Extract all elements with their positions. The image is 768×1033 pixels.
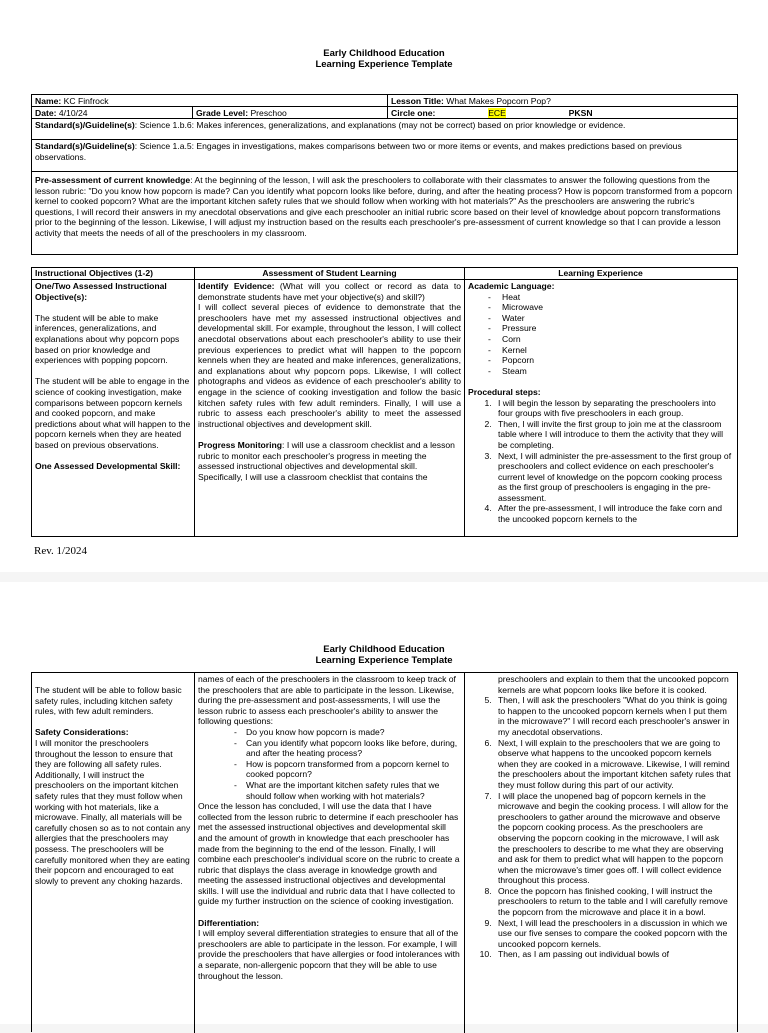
safety-text: I will monitor the preschoolers throughout the lesson to ensure that they are following all safety rules. Additionally, I will instruct the preschoolers on the important kitchen safety rules that they must follow when working with hot materials, like a microwave. Finally, all materials will be carefully chosen so as to not contain any allergies that the preschoolers may possess. The preschoolers will be carefully monitored when they are eating their popcorn and encouraged to eat slowly to prevent any choking hazards. xyxy=(35,737,191,886)
procedural-step: 1. I will begin the lesson by separating the preschoolers into four groups with five preschoolers in each group. xyxy=(494,398,733,419)
developmental-skill-text: The student will be able to follow basic safety rules, including kitchen safety rules, with few adult reminders. xyxy=(35,685,182,717)
progress-label: Progress Monitoring xyxy=(198,439,283,450)
assessment-column-continued xyxy=(194,673,464,1033)
name-cell xyxy=(32,95,387,106)
lesson-title-cell xyxy=(387,95,737,106)
lesson-title-label: Lesson Title: xyxy=(391,96,444,106)
vocab-item: - Pressure xyxy=(488,323,733,334)
vocab-item: - Microwave xyxy=(488,302,733,313)
header-line-2: Learning Experience Template xyxy=(315,59,453,70)
vocab-item: - Heat xyxy=(488,292,733,303)
objective-2: The student will be able to engage in the science of cooking investigation, make comparisons between popcorn kernels and cooked popcorn, and make predictions about what will happen to the popcorn kernels when they are heated based on previous observations. xyxy=(35,376,191,450)
procedural-step: 4. After the pre-assessment, I will introduce the fake corn and the uncooked popcorn kernels to the xyxy=(494,503,733,524)
name-label: Name: xyxy=(35,96,62,106)
header-objectives: Instructional Objectives (1-2) xyxy=(35,268,153,278)
vocab-item: - Kernel xyxy=(488,345,733,356)
lesson-info-table xyxy=(31,94,738,255)
grade-value: Preschoo xyxy=(250,108,287,118)
procedural-step: 8. Once the popcorn has finished cooking, I will instruct the preschoolers to return to the table and I will carefully remove the popcorn from the microwave and place it in a bowl. xyxy=(494,886,733,918)
rubric-questions xyxy=(198,727,461,801)
document-page-2 xyxy=(0,582,768,1024)
standard-1-label: Standard(s)/Guideline(s) xyxy=(35,120,135,130)
progress-text-continued: names of each of the preschoolers in the classroom to keep track of the preschoolers that are able to participate in the lesson. Likewise, during the pre-assessment and post-assessments, I will use the lesson rubric to assess each preschooler's ability to answer the following questions: xyxy=(198,674,456,727)
lesson-plan-table-continued xyxy=(31,672,738,1032)
vocab-item: - Popcorn xyxy=(488,355,733,366)
circle-option-ece: ECE xyxy=(488,108,506,118)
vocab-item: - Water xyxy=(488,313,733,324)
procedural-step: 5. Then, I will ask the preschoolers "What do you think is going to happen to the uncooked popcorn kernels when I put them in the microwave?" I will record each preschooler's answer in my anecdotal observations. xyxy=(494,695,733,737)
page-2-header xyxy=(0,644,768,666)
objective-1: The student will be able to make inferences, generalizations, and explanations about why popcorn pops based on prior knowledge and experiences with popping popcorn. xyxy=(35,312,180,366)
lesson-plan-table xyxy=(31,267,738,537)
circle-cell xyxy=(387,107,737,118)
rubric-question: - Can you identify what popcorn looks like before, during, and after the heating process? xyxy=(234,738,461,759)
lesson-title-value: What Makes Popcorn Pop? xyxy=(446,96,551,106)
header-assessment: Assessment of Student Learning xyxy=(194,268,464,279)
learning-experience-column xyxy=(464,280,736,536)
standard-1 xyxy=(32,119,737,139)
learning-experience-column-continued xyxy=(464,673,736,1033)
standard-2-label: Standard(s)/Guideline(s) xyxy=(35,141,135,151)
progress-text: : I will use a classroom checklist and a lesson rubric to monitor each preschooler's progress in meeting the assessed instructional objectives and developmental skill. Specifically, I will use a classroom checklist that contains the xyxy=(198,439,455,482)
vocab-item: - Steam xyxy=(488,366,733,377)
date-label: Date: xyxy=(35,108,57,118)
differentiation-heading: Differentiation: xyxy=(198,917,260,928)
revision-note: Rev. 1/2024 xyxy=(34,545,88,557)
standard-1-text: : Science 1.b.6: Makes inferences, generalizations, and explanations (may not be correct) based on prior knowledge or evidence. xyxy=(134,120,626,130)
procedural-step: 3. Next, I will administer the pre-assessment to the first group of preschoolers and collect evidence on each preschooler's current level of knowledge on the popcorn cooking process as the first group of preschoolers is engaging in the pre-assessment. xyxy=(494,451,733,504)
vocab-item: - Corn xyxy=(488,334,733,345)
assessment-column xyxy=(194,280,464,536)
procedural-steps-list-continued xyxy=(468,695,733,960)
developmental-skill-heading: One Assessed Developmental Skill: xyxy=(35,461,181,472)
vocabulary-list xyxy=(468,292,733,377)
rubric-summary-text: Once the lesson has concluded, I will use the data that I have collected from the lesson rubric to determine if each preschooler has met the assessed instructional objectives and developmental skill and the amount of growth in knowledge that each preschooler has made from the beginning to the end of the lesson. Finally, I will combine each preschooler's individual score on the rubric to create a rubric that displays the class average in knowledge growth and meeting the assessed instructional objectives and developmental skills. I will use the individual and rubric data that I have collected to guide my further instruction on the science of cooking investigation. xyxy=(198,801,460,907)
evidence-label: Identify Evidence: xyxy=(198,281,275,291)
evidence-prompt: (What will you collect or record as data to demonstrate students have met your objective(s) and skill?) xyxy=(198,281,462,302)
procedural-step: 9. Next, I will lead the preschoolers in a discussion in which we use our five senses to compare the cooked popcorn with the uncooked popcorn kernels. xyxy=(494,918,733,950)
rubric-question: - How is popcorn transformed from a popcorn kernel to cooked popcorn? xyxy=(234,759,461,780)
rubric-question: - Do you know how popcorn is made? xyxy=(234,727,461,738)
grade-label: Grade Level: xyxy=(196,108,249,118)
pre-assessment xyxy=(32,172,737,240)
header-line-2: Learning Experience Template xyxy=(315,655,453,666)
objectives-heading: One/Two Assessed Instructional Objective(s): xyxy=(35,281,167,302)
pre-assessment-text: : At the beginning of the lesson, I will ask the preschoolers to collaborate with their classmates to answer the following questions from the lesson rubric: "Do you know how popcorn is made? Can you identify what popcorn looks like before, during, and after the heating process? How is popcorn transformed from a popcorn kernel to cooked popcorn? What are the important kitchen safety rules that we should follow when working with hot materials?" As the preschoolers are answering the rubric's questions, I will record their answers in my anecdotal observations and give each preschooler an initial rubric score based on their level of knowledge about popcorn transformations prior to the beginning of the lesson. Likewise, I will adjust my instruction based on the results each preschooler's pre-assessment of current knowledge so that I can provide a lesson activity that meets the needs of all of the preschoolers in my classroom. xyxy=(35,175,733,238)
safety-heading: Safety Considerations: xyxy=(35,727,129,738)
page-header xyxy=(0,48,768,70)
procedural-step: 10. Then, as I am passing out individual bowls of xyxy=(494,949,733,960)
objectives-column-continued xyxy=(32,673,194,1033)
standard-2-text: : Science 1.a.5: Engages in investigations, makes comparisons between two or more items or events, and makes predictions based on previous observations. xyxy=(35,141,682,162)
procedural-steps-heading: Procedural steps: xyxy=(468,386,541,397)
academic-language-heading: Academic Language: xyxy=(468,281,555,291)
evidence-text: I will collect several pieces of evidence to demonstrate that the preschoolers have met my assessed instructional objectives and developmental skill. For example, throughout the lesson, I will collect anecdotal observations about each preschooler's ability to use their previous experiences to predict what will happen to the popcorn kennels when they are heated and make inferences, generalizations, and explanations about why popcorn pops. Likewise, I will collect photographs and videos as evidence of each preschooler's ability to engage in the science of cooking investigation and follow the basic kitchen safety rules with few adult reminders. Finally, I will use a rubric to assess each preschooler's ability to meet the assessed instructional objectives and development skill. xyxy=(198,302,461,429)
header-line-1: Early Childhood Education xyxy=(323,644,445,655)
date-cell xyxy=(32,107,192,118)
header-learning-experience: Learning Experience xyxy=(464,268,736,279)
procedural-steps-list xyxy=(468,398,733,525)
procedural-step: 2. Then, I will invite the first group to join me at the classroom table where I will introduce to them the activity that they will be completing. xyxy=(494,419,733,451)
date-value: 4/10/24 xyxy=(58,108,88,118)
procedural-step: 6. Next, I will explain to the preschoolers that we are going to observe what happens to the uncooked popcorn kernels when they are cooked in a microwave. Likewise, I will remind the preschoolers about the important kitchen safety rules that they must follow during this part of our activity. xyxy=(494,738,733,791)
differentiation-text: I will employ several differentiation strategies to ensure that all of the preschoolers are able to participate in the lesson. For example, I will provide the preschoolers that have allergies or food intolerances with a separate, non-allergenic popcorn that they will be able to use throughout the lesson. xyxy=(198,928,460,981)
grade-cell xyxy=(192,107,387,118)
name-value: KC Finfrock xyxy=(63,96,109,106)
rubric-question: - What are the important kitchen safety rules that we should follow when working with hot materials? xyxy=(234,780,461,801)
objectives-column xyxy=(32,280,194,536)
header-line-1: Early Childhood Education xyxy=(323,48,445,59)
circle-label: Circle one: xyxy=(391,108,436,118)
pre-assessment-label: Pre-assessment of current knowledge xyxy=(35,175,191,185)
procedural-step: 7. I will place the unopened bag of popcorn kernels in the microwave and begin the cooking process. I will allow for the preschoolers to gather around the microwave and observe the popcorn cooking process. As the preschoolers are observing the popcorn cooking in the microwave, I will ask the preschoolers to describe to me what they are observing and ask for them to predict what will happen to the popcorn when the microwave's timer goes off. I will collect evidence throughout this process. xyxy=(494,791,733,886)
step-4-continued: preschoolers and explain to them that the uncooked popcorn kernels are what popcorn looks like before it is cooked. xyxy=(498,674,729,695)
standard-2 xyxy=(32,140,737,171)
circle-option-pksn: PKSN xyxy=(568,108,593,118)
